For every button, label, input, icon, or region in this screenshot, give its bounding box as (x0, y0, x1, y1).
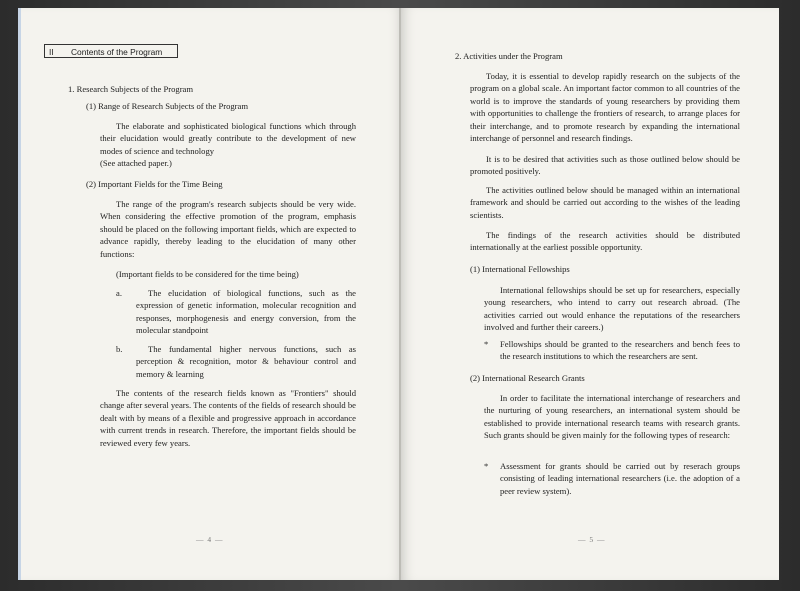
item-a-text: The elucidation of biological functions, such as the expression of genetic information, molecular recognition and responses, morphogenesis and energy conversion, from the molecular standpoint (136, 288, 356, 336)
paragraph-frontiers: The contents of the research fields known as "Frontiers" should change after several years. The contents of the fields of research should be dealt with by means of a flexible and progressive approach in accordance with current trends in research. Therefore, the important fields should be reviewed every few years. (100, 388, 356, 448)
fields-intro: (Important fields to be considered for the time being) (116, 269, 299, 279)
heading-international-research-grants: (2) International Research Grants (470, 373, 585, 383)
item-a-label: a. (116, 288, 122, 298)
bullet-2-text: Assessment for grants should be carried out by reserach groups consisting of leading international researchers (i.e. the adoption of a peer review system). (500, 461, 740, 496)
heading-international-fellowships: (1) International Fellowships (470, 264, 570, 274)
bullet-1-text: Fellowships should be granted to the researchers and bench fees to the research institutions to which the researchers are sent. (500, 339, 740, 362)
heading-range-of-subjects: (1) Range of Research Subjects of the Program (86, 101, 249, 111)
heading-activities: 2. Activities under the Program (455, 51, 563, 61)
paragraph-global-scale: Today, it is essential to develop rapidly research on the subjects of the program on a global scale. An important factor common to all countries of the world is to improve the standards of young researchers by providing them with opportunities to challenge the frontiers of research, to arrange places for their interchange, and to promote research by expanding the international interchange of personnel and research findings. (470, 71, 740, 144)
paragraph-fellowships: International fellowships should be set up for researchers, especially young researchers, who intend to carry out research abroad. (The activities carried out would enhance the reputations of the researchers involved and further their careers.) (484, 285, 740, 333)
paragraph-findings-distributed: The findings of the research activities should be distributed internationally at the earliest possible opportunity. (470, 230, 740, 253)
section-heading-box (44, 44, 178, 58)
paragraph-see-attached: (See attached paper.) (100, 158, 172, 168)
item-b-text: The fundamental higher nervous functions, such as perception & recognition, motor & behaviour control and memory & learning (136, 344, 356, 379)
paragraph-research-grants: In order to facilitate the international interchange of researchers and the nurturing of young researchers, an international system should be established to provide international research teams with research grants. Such grants should be given mainly for the following types of research: (484, 393, 740, 441)
bullet-2-mark: * (484, 461, 489, 471)
section-number: II (49, 47, 54, 57)
heading-research-subjects: 1. Research Subjects of the Program (68, 84, 194, 94)
heading-important-fields: (2) Important Fields for the Time Being (86, 179, 223, 189)
paragraph-promoted-positively: It is to be desired that activities such as those outlined below should be promoted positively. (470, 154, 740, 177)
item-b-label: b. (116, 344, 123, 354)
section-title: Contents of the Program (71, 47, 163, 57)
page-number-right: — 5 — (578, 535, 606, 544)
paragraph-range-wide: The range of the program's research subjects should be very wide. When considering the effective promotion of the program, emphasis should be placed on the following important fields, which are expected to advance rapidly, thereby leading to the elucidation of many other functions: (100, 199, 356, 259)
paragraph-biological-functions: The elaborate and sophisticated biological functions which through their elucidation would greatly contribute to the development of new modes of science and technology (100, 121, 356, 156)
page-number-left: — 4 — (196, 535, 224, 544)
paragraph-international-framework: The activities outlined below should be managed within an international framework and should be carried out according to the wishes of the leading scientists. (470, 185, 740, 220)
bullet-1-mark: * (484, 339, 489, 349)
